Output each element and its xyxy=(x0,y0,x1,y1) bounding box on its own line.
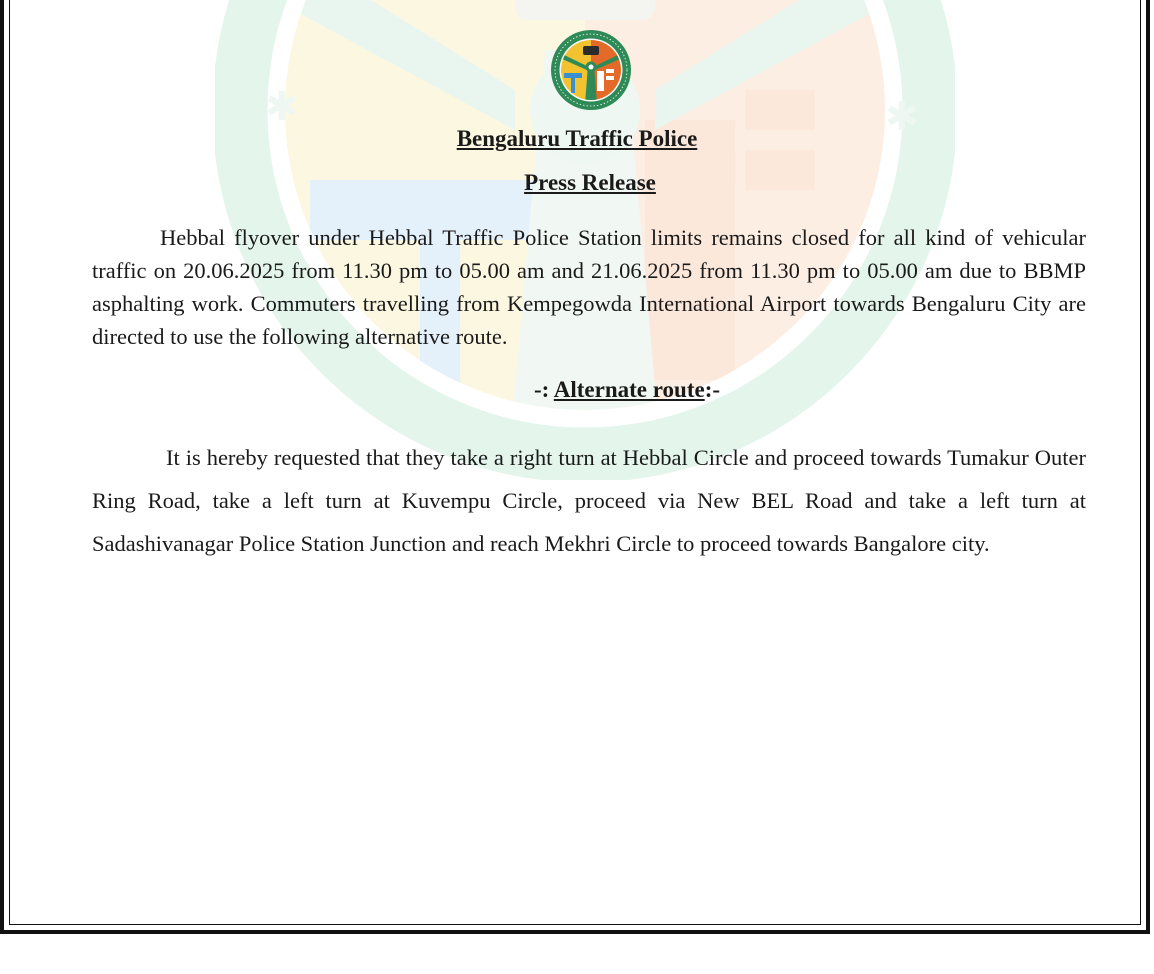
document-subtitle: Press Release xyxy=(524,170,656,195)
alternate-route-prefix: -: xyxy=(533,377,554,402)
svg-text:✱: ✱ xyxy=(265,84,299,130)
alternate-route-paragraph: It is hereby requested that they take a right turn at Hebbal Circle and proceed towards Tumakur Outer Ring Road, take a left turn at Kuvempu Circle, proceed via New BEL Road and take a left turn at Sadashivanagar Police Station Junction and reach Mekhri Circle to proceed towards Bangalore city. xyxy=(92,445,1086,556)
alternate-route-label: Alternate route xyxy=(553,377,705,402)
document-title: Bengaluru Traffic Police xyxy=(456,126,698,151)
svg-text:✱: ✱ xyxy=(885,94,919,140)
closure-notice-paragraph: Hebbal flyover under Hebbal Traffic Police Station limits remains closed for all kind of vehicular traffic on 20.06.2025 from 11.30 pm to 05.00 am and 21.06.2025 from 11.30 pm to 05.00 am due to BBMP asphalting work. Commuters travelling from Kempegowda International Airport towards Bengaluru City are directed to use the following alternative route. xyxy=(92,225,1086,349)
page-border-inner xyxy=(9,0,1141,925)
alternate-route-suffix: :- xyxy=(704,377,721,402)
page-bottom-margin xyxy=(0,940,1154,974)
